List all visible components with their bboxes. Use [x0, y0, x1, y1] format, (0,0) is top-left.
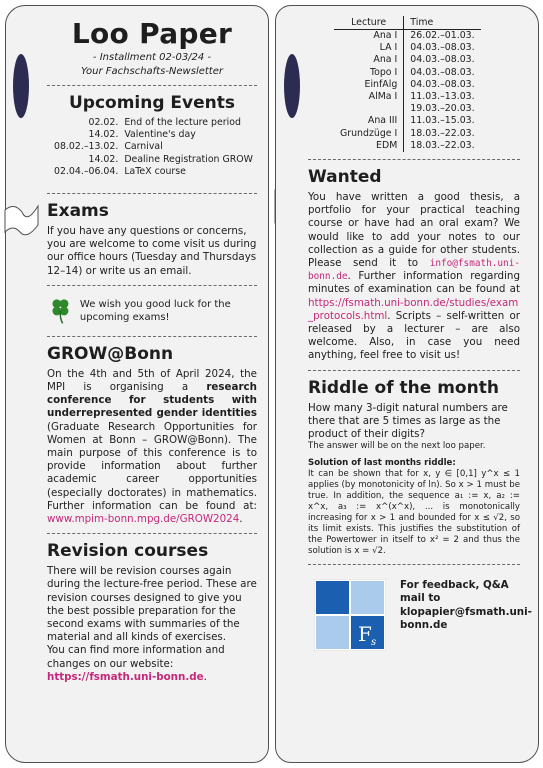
time-column-header: Time	[404, 16, 481, 30]
wanted-text	[308, 191, 520, 363]
event-row	[51, 129, 256, 141]
event-date: 14.02.	[88, 153, 119, 165]
lecture-name: AlMa I	[334, 91, 404, 103]
lecture-time: 04.03.–08.03.	[410, 42, 475, 54]
lecture-row	[334, 30, 481, 43]
event-name: Carnival	[124, 141, 163, 153]
feedback-text: For feedback, Q&A mail to klopapier@fsmath.uni-bonn.de	[400, 579, 532, 631]
grow-text	[47, 368, 257, 526]
right-roll-core	[284, 54, 300, 118]
good-luck-text: We wish you good luck for the upcoming exams!	[79, 298, 231, 323]
wanted-text-part: You have written a good thesis, a portfolio for your practical teaching course or have had an oral exam? We would like to add your notes to our collection as a guide for other students. Please send it to	[308, 191, 520, 270]
lecture-name: Ana I	[334, 54, 404, 66]
event-date: 14.02.	[88, 129, 119, 141]
clover-icon	[51, 293, 70, 329]
event-row	[51, 141, 256, 153]
event-name: End of the lecture period	[124, 117, 241, 128]
event-row	[51, 166, 256, 178]
event-date: 02.02.	[88, 117, 119, 128]
right-column	[308, 16, 532, 651]
exams-text: If you have any questions or concerns, you are welcome to come visit us during our office hours (Tuesday and Thursdays 12–14) or write us an email.	[47, 225, 257, 277]
exams-heading: Exams	[47, 201, 109, 222]
good-luck-note	[51, 293, 257, 329]
events-table	[51, 117, 256, 178]
lecture-name: Ana I	[334, 30, 404, 43]
riddle-question: How many 3-digit natural numbers are there that are 5 times as large as the product of their digits?	[308, 401, 508, 441]
wanted-text-part: . Scripts – self-written or released by a lecturer – are also welcome. Also, in case you need anything, feel free to visit us!	[308, 309, 520, 362]
lecture-time: 04.03.–08.03.	[410, 66, 475, 78]
lecture-name: Ana III	[334, 115, 404, 127]
lecture-name	[334, 103, 404, 115]
event-row	[51, 154, 256, 166]
exam-protocols-link[interactable]: https://fsmath.uni-bonn.de/studies/exam_protocols.html	[308, 296, 519, 322]
event-date: 02.04.–06.04.	[54, 165, 119, 177]
grow-highlight: research conference for students with underrepresented gender identities	[47, 381, 257, 420]
newsletter-subtitle: Your Fachschafts-Newsletter	[81, 66, 223, 77]
lecture-name: LA I	[334, 42, 404, 54]
event-row	[51, 117, 256, 129]
revision-more	[47, 644, 257, 684]
events-heading: Upcoming Events	[68, 93, 236, 113]
revision-more-text: You can find more information and changes on our website:	[47, 644, 225, 670]
wanted-heading: Wanted	[308, 167, 382, 188]
event-name: LaTeX course	[124, 165, 186, 177]
lecture-name: EDM	[334, 140, 404, 152]
lecture-row	[334, 103, 481, 115]
left-column	[47, 16, 257, 684]
website-link[interactable]: https://fsmath.uni-bonn.de	[47, 670, 204, 683]
grow-heading: GROW@Bonn	[47, 343, 174, 364]
lecture-time: 11.03.–15.03.	[410, 115, 475, 127]
event-name: Dealine Registration GROW	[124, 153, 253, 165]
divider	[308, 159, 520, 160]
divider	[308, 370, 520, 371]
divider	[47, 285, 257, 286]
revision-end: .	[203, 670, 207, 683]
lecture-row	[334, 54, 481, 66]
fachschaft-logo	[314, 579, 386, 651]
lecture-row	[334, 42, 481, 54]
solution-block: Solution of last months riddle:	[308, 458, 456, 469]
wanted-text-part: . Further information regarding minutes of examination can be found at	[308, 270, 520, 296]
newsletter-title: Loo Paper	[71, 17, 233, 50]
lecture-time: 19.03.–20.03.	[410, 103, 475, 115]
feedback-row	[314, 579, 532, 651]
divider	[47, 85, 257, 86]
lecture-name: Grundzüge I	[334, 128, 404, 140]
lecture-time: 18.03.–22.03.	[410, 139, 475, 151]
divider	[47, 336, 257, 337]
grow-text-part: .	[239, 513, 243, 526]
lecture-row	[334, 140, 481, 152]
grow-text-part: (Graduate Research Opportunities for Women at Bonn – GROW@Bonn). The main purpose of this conference is to provide information about further academic career opportunities (especially doctorates) in mathematics. Further information can be found at:	[47, 420, 257, 512]
divider	[47, 193, 257, 194]
event-name: Valentine's day	[124, 129, 196, 141]
solution-text: It can be shown that for x, y ∈ [0,1] y^x ≤ 1 applies (by monotonicity of ln). So x > 1 must be true. In addition, the sequence a₁ := x, a₂ := x^x, a₃ := x^(x^x), ... is monotonically increasing for x > 1 and bounded for x ≤ √2, so its limit exists. This justifies the substitution of the Powertower in itself to x² = 2 and thus the solution is x = √2.	[308, 469, 520, 557]
contact-email-link[interactable]: info@fsmath.uni-bonn.de	[308, 258, 520, 283]
lecture-name: Topo I	[334, 67, 404, 79]
lecture-name: EinfAlg	[334, 79, 404, 91]
installment: - Installment 02-03/24 -	[92, 52, 212, 63]
lecture-time: 04.03.–08.03.	[410, 54, 475, 66]
lecture-row	[334, 67, 481, 79]
lecture-column-header: Lecture	[334, 16, 404, 30]
lecture-time: 04.03.–08.03.	[410, 78, 475, 90]
riddle-note: The answer will be on the next loo paper.	[308, 441, 486, 452]
lecture-time: 11.03.–13.03.	[410, 91, 475, 103]
logo-letter: F	[358, 622, 372, 647]
divider	[308, 564, 520, 565]
grow-text-part: On the 4th and 5th of April 2024, the MPI is organising a	[47, 367, 257, 394]
lecture-row	[334, 79, 481, 91]
revision-text: There will be revision courses again during the lecture-free period. These are revision courses designed to give you the best possible preparation for the second exams with summaries of the material and all kinds of exercises.	[47, 565, 257, 644]
solution-heading: Solution of last months riddle	[308, 458, 453, 469]
divider	[47, 533, 257, 534]
revision-heading: Revision courses	[47, 541, 209, 562]
lecture-time: 26.02.–01.03.	[410, 30, 475, 41]
grow-link[interactable]: www.mpim-bonn.mpg.de/GROW2024	[47, 513, 240, 526]
event-date: 08.02.–13.02.	[54, 141, 119, 153]
lecture-row	[334, 128, 481, 140]
lecture-table	[334, 16, 481, 152]
lecture-time: 18.03.–22.03.	[410, 127, 475, 139]
logo-subscript: s	[371, 637, 377, 649]
lecture-row	[334, 115, 481, 127]
riddle-heading: Riddle of the month	[308, 377, 499, 398]
lecture-row	[334, 91, 481, 103]
